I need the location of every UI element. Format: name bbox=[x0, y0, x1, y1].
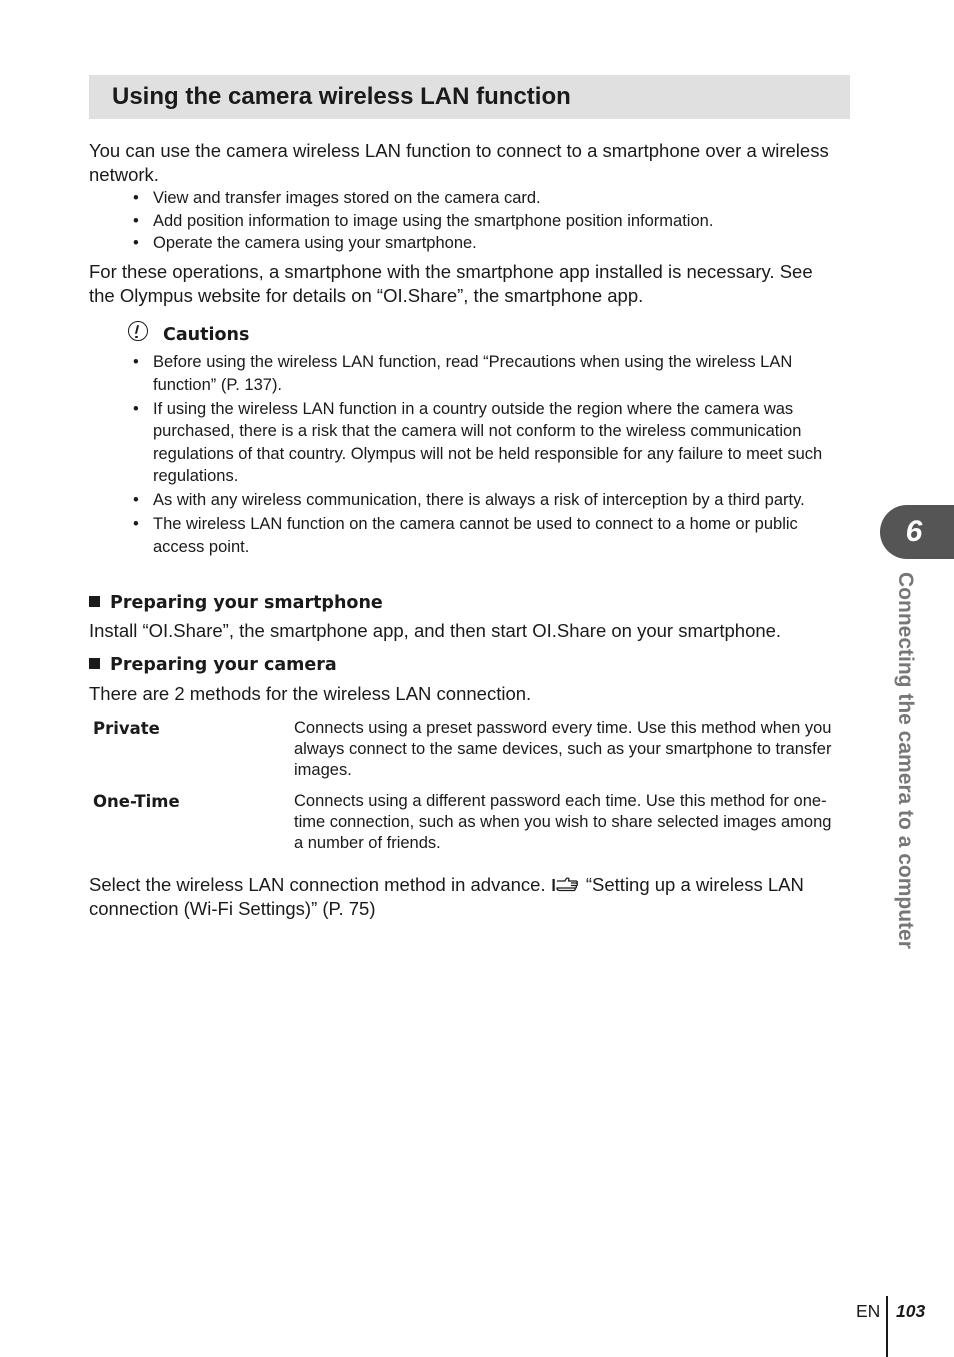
requirement-paragraph: For these operations, a smartphone with the smartphone app installed is necessary. See the Olympus website for details on “OI.Share”, the smartphone app. bbox=[89, 261, 813, 306]
camera-text: There are 2 methods for the wireless LAN connection. bbox=[89, 683, 532, 704]
closing-reference[interactable]: “Setting up a wireless LAN connection (Wi-Fi Settings)” (P. 75) bbox=[89, 874, 804, 919]
method-description-one-time: Connects using a different password each time. Use this method for one-time connection, such as when you wish to share selected images among a number of friends. bbox=[294, 792, 832, 852]
method-name-one-time: One-Time bbox=[93, 792, 180, 811]
page-number: 103 bbox=[896, 1301, 926, 1321]
footer-divider bbox=[886, 1296, 888, 1357]
intro-paragraph: You can use the camera wireless LAN function to connect to a smartphone over a wireless network. bbox=[89, 140, 829, 185]
closing-paragraph bbox=[89, 873, 839, 920]
page-title: Using the camera wireless LAN function bbox=[112, 83, 571, 110]
smartphone-heading-text: Preparing your smartphone bbox=[110, 593, 383, 613]
cautions-label: Cautions bbox=[163, 325, 250, 345]
method-name-private: Private bbox=[93, 719, 160, 738]
chapter-title: Connecting the camera to a computer bbox=[894, 572, 917, 949]
chapter-tab bbox=[880, 505, 954, 559]
camera-heading bbox=[89, 654, 337, 676]
title-bar bbox=[89, 75, 850, 119]
feature-list bbox=[89, 187, 839, 255]
feature-item: • Add position information to image using the smartphone position information. bbox=[89, 210, 839, 233]
caution-item: • Before using the wireless LAN function, read “Precautions when using the wireless LAN function” (P. 137). bbox=[89, 351, 839, 396]
smartphone-text: Install “OI.Share”, the smartphone app, and then start OI.Share on your smartphone. bbox=[89, 620, 782, 641]
footer-language: EN bbox=[856, 1301, 881, 1321]
square-bullet-icon bbox=[89, 658, 100, 669]
cautions-list bbox=[89, 351, 839, 560]
reference-icon bbox=[551, 876, 581, 894]
camera-heading-text: Preparing your camera bbox=[110, 655, 337, 675]
square-bullet-icon bbox=[89, 596, 100, 607]
smartphone-heading bbox=[89, 592, 383, 614]
chapter-number: 6 bbox=[905, 515, 923, 548]
closing-text: Select the wireless LAN connection method in advance. bbox=[89, 874, 546, 895]
caution-icon bbox=[128, 321, 148, 341]
caution-item: • The wireless LAN function on the camera cannot be used to connect to a home or public access point. bbox=[89, 513, 839, 558]
method-description-private: Connects using a preset password every time. Use this method when you always connect to the same devices, such as your smartphone to transfer images. bbox=[294, 719, 832, 779]
feature-item: • Operate the camera using your smartphone. bbox=[89, 232, 839, 255]
feature-item: • View and transfer images stored on the camera card. bbox=[89, 187, 839, 210]
caution-item: • As with any wireless communication, there is always a risk of interception by a third party. bbox=[89, 489, 839, 512]
caution-item: • If using the wireless LAN function in a country outside the region where the camera was purchased, there is a risk that the camera will not conform to the wireless communication regulations of that country. Olympus will not be held responsible for any failure to meet such regulations. bbox=[89, 398, 839, 488]
